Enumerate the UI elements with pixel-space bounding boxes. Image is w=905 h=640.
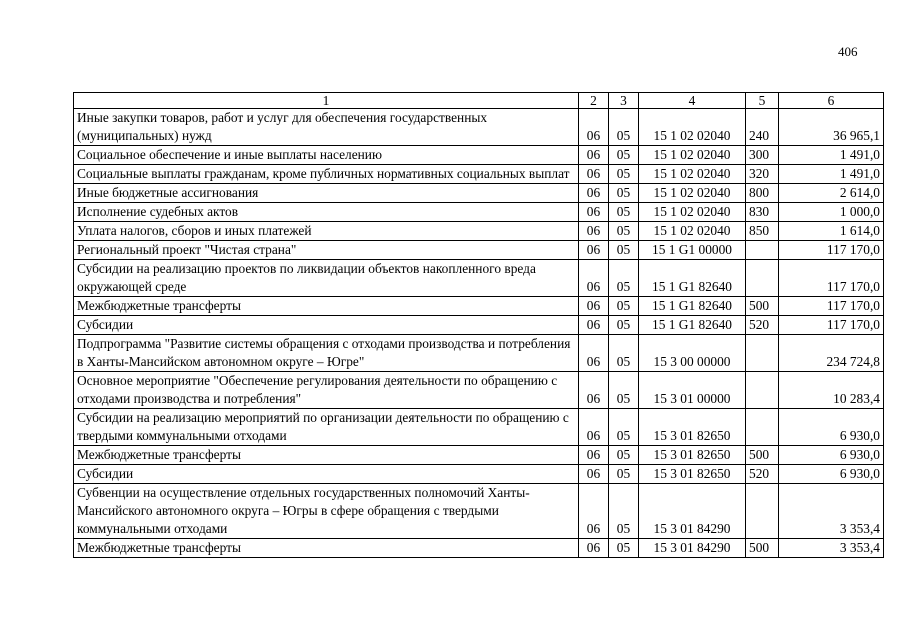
expense-type-cell: 240 [746,109,779,146]
amount-cell: 3 353,4 [779,484,884,539]
subchapter-cell: 05 [609,484,639,539]
subchapter-cell: 05 [609,409,639,446]
target-article-cell: 15 1 02 02040 [639,109,746,146]
table-row [74,372,884,409]
table-row [74,465,884,484]
item-name-cell: Субсидии [74,316,579,335]
item-name-cell: Субсидии на реализацию мероприятий по организации деятельности по обращению с твердыми коммунальными отходами [74,409,579,446]
target-article-cell: 15 1 02 02040 [639,203,746,222]
item-name-cell: Уплата налогов, сборов и иных платежей [74,222,579,241]
column-header: 6 [779,93,884,109]
amount-cell: 2 614,0 [779,184,884,203]
expense-type-cell: 800 [746,184,779,203]
item-name-cell: Межбюджетные трансферты [74,539,579,558]
subchapter-cell: 05 [609,372,639,409]
table-row [74,446,884,465]
table-row [74,260,884,297]
item-name-cell: Межбюджетные трансферты [74,446,579,465]
target-article-cell: 15 1 G1 82640 [639,297,746,316]
chapter-cell: 06 [579,222,609,241]
chapter-cell: 06 [579,335,609,372]
chapter-cell: 06 [579,316,609,335]
chapter-cell: 06 [579,446,609,465]
subchapter-cell: 05 [609,335,639,372]
column-header: 3 [609,93,639,109]
table-row [74,165,884,184]
target-article-cell: 15 1 02 02040 [639,165,746,184]
subchapter-cell: 05 [609,184,639,203]
table-row [74,203,884,222]
amount-cell: 3 353,4 [779,539,884,558]
expense-type-cell: 500 [746,539,779,558]
table-row [74,146,884,165]
amount-cell: 6 930,0 [779,409,884,446]
expense-type-cell [746,409,779,446]
amount-cell: 1 491,0 [779,165,884,184]
target-article-cell: 15 3 01 00000 [639,372,746,409]
subchapter-cell: 05 [609,165,639,184]
subchapter-cell: 05 [609,446,639,465]
table-row [74,316,884,335]
table-row [74,241,884,260]
amount-cell: 10 283,4 [779,372,884,409]
expense-type-cell: 500 [746,446,779,465]
column-header: 1 [74,93,579,109]
chapter-cell: 06 [579,146,609,165]
target-article-cell: 15 1 02 02040 [639,184,746,203]
table-header-row [74,93,884,109]
expense-type-cell: 830 [746,203,779,222]
expense-type-cell: 300 [746,146,779,165]
item-name-cell: Подпрограмма "Развитие системы обращения с отходами производства и потребления в Ханты-Мансийском автономном округе – Югре" [74,335,579,372]
column-header: 5 [746,93,779,109]
chapter-cell: 06 [579,465,609,484]
chapter-cell: 06 [579,372,609,409]
target-article-cell: 15 3 01 82650 [639,465,746,484]
column-header: 4 [639,93,746,109]
chapter-cell: 06 [579,109,609,146]
amount-cell: 117 170,0 [779,316,884,335]
amount-cell: 1 491,0 [779,146,884,165]
item-name-cell: Региональный проект "Чистая страна" [74,241,579,260]
item-name-cell: Субвенции на осуществление отдельных государственных полномочий Ханты-Мансийского автономного округа – Югры в сфере обращения с твердыми коммунальными отходами [74,484,579,539]
target-article-cell: 15 1 G1 82640 [639,260,746,297]
expense-type-cell: 500 [746,297,779,316]
amount-cell: 117 170,0 [779,297,884,316]
subchapter-cell: 05 [609,316,639,335]
item-name-cell: Исполнение судебных актов [74,203,579,222]
amount-cell: 117 170,0 [779,260,884,297]
amount-cell: 1 000,0 [779,203,884,222]
target-article-cell: 15 1 G1 82640 [639,316,746,335]
item-name-cell: Иные закупки товаров, работ и услуг для обеспечения государственных (муниципальных) нужд [74,109,579,146]
amount-cell: 6 930,0 [779,465,884,484]
subchapter-cell: 05 [609,465,639,484]
target-article-cell: 15 1 G1 00000 [639,241,746,260]
table-row [74,335,884,372]
subchapter-cell: 05 [609,241,639,260]
expense-type-cell: 850 [746,222,779,241]
chapter-cell: 06 [579,484,609,539]
target-article-cell: 15 3 01 84290 [639,484,746,539]
subchapter-cell: 05 [609,539,639,558]
chapter-cell: 06 [579,165,609,184]
amount-cell: 6 930,0 [779,446,884,465]
subchapter-cell: 05 [609,203,639,222]
amount-cell: 36 965,1 [779,109,884,146]
subchapter-cell: 05 [609,297,639,316]
target-article-cell: 15 1 02 02040 [639,146,746,165]
item-name-cell: Субсидии [74,465,579,484]
expense-type-cell [746,260,779,297]
item-name-cell: Иные бюджетные ассигнования [74,184,579,203]
chapter-cell: 06 [579,241,609,260]
expense-type-cell: 520 [746,465,779,484]
expense-type-cell [746,372,779,409]
item-name-cell: Основное мероприятие "Обеспечение регулирования деятельности по обращению с отходами производства и потребления" [74,372,579,409]
expense-type-cell: 520 [746,316,779,335]
chapter-cell: 06 [579,539,609,558]
amount-cell: 1 614,0 [779,222,884,241]
table-row [74,484,884,539]
table-row [74,539,884,558]
subchapter-cell: 05 [609,222,639,241]
target-article-cell: 15 3 01 82650 [639,409,746,446]
target-article-cell: 15 1 02 02040 [639,222,746,241]
target-article-cell: 15 3 00 00000 [639,335,746,372]
chapter-cell: 06 [579,409,609,446]
amount-cell: 234 724,8 [779,335,884,372]
page-number: 406 [838,44,858,59]
target-article-cell: 15 3 01 82650 [639,446,746,465]
expense-type-cell [746,484,779,539]
amount-cell: 117 170,0 [779,241,884,260]
table-row [74,184,884,203]
subchapter-cell: 05 [609,109,639,146]
item-name-cell: Социальное обеспечение и иные выплаты населению [74,146,579,165]
chapter-cell: 06 [579,297,609,316]
chapter-cell: 06 [579,203,609,222]
expense-type-cell: 320 [746,165,779,184]
expense-type-cell [746,335,779,372]
target-article-cell: 15 3 01 84290 [639,539,746,558]
budget-table [73,92,884,558]
chapter-cell: 06 [579,260,609,297]
table-row [74,109,884,146]
subchapter-cell: 05 [609,146,639,165]
item-name-cell: Субсидии на реализацию проектов по ликвидации объектов накопленного вреда окружающей среде [74,260,579,297]
chapter-cell: 06 [579,184,609,203]
expense-type-cell [746,241,779,260]
subchapter-cell: 05 [609,260,639,297]
table-row [74,409,884,446]
table-row [74,222,884,241]
column-header: 2 [579,93,609,109]
table-row [74,297,884,316]
item-name-cell: Социальные выплаты гражданам, кроме публичных нормативных социальных выплат [74,165,579,184]
item-name-cell: Межбюджетные трансферты [74,297,579,316]
